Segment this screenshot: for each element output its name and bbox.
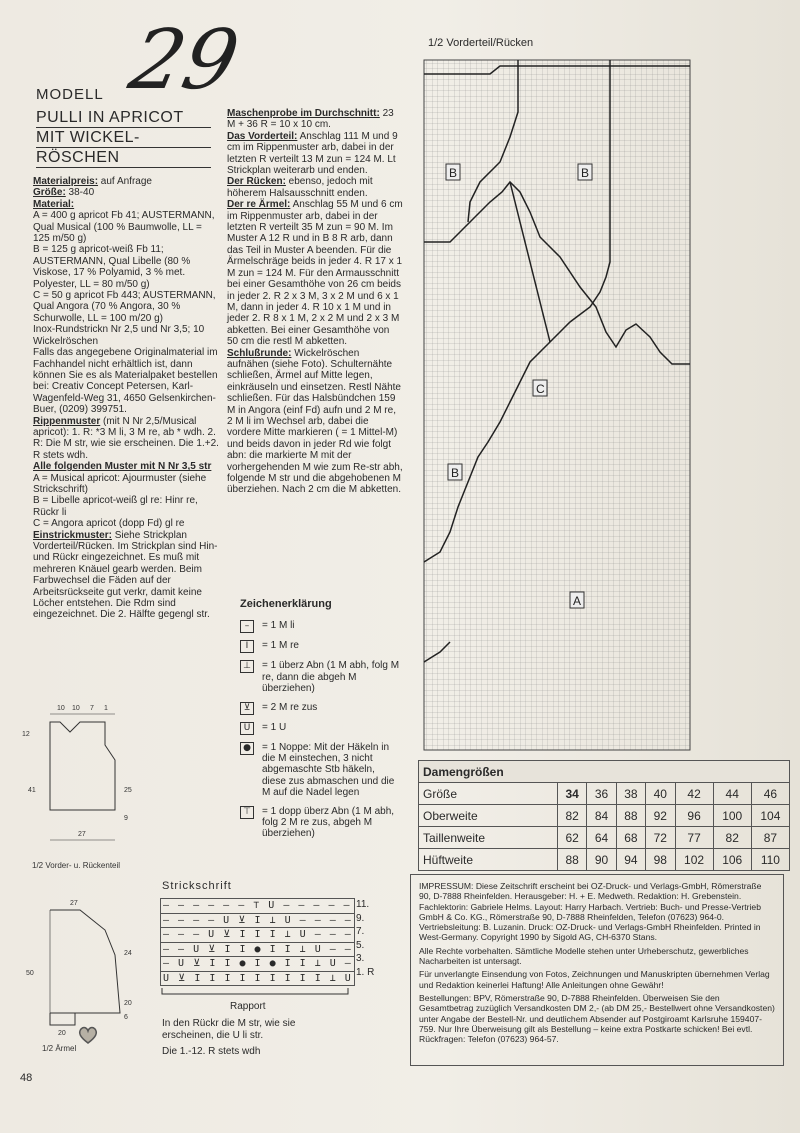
model-number: 29 [122, 13, 247, 108]
paragraph [33, 176, 219, 187]
stitch-symbol-icon: I [240, 640, 254, 653]
strickschrift-grid [160, 898, 355, 986]
impressum-paragraph: IMPRESSUM: Diese Zeitschrift erscheint bei OZ-Druck- und Verlags-GmbH, Römerstraße 90, D-7888 Rheinfelden. Herausgeber: H. + E. Medweth. Redaktion: H. Grebenstein. Fachlektorin: Gabriele Helms. Layout: Harry Harbach. Vertrieb: Buch- und Presse-Vertrieb GmbH & Co. KG., Römerstraße 90, D-7888 Rheinfelden, Telefon (07623) 964-0. Vertriebsleitung: B. Luzanin. Druck: OZ-Druck- und Verlags-GmbH Rheinfelden. Printed in West-Germany. Copyright 1990 by Sigold AG, CH-6370 Stans. [419, 881, 762, 943]
paragraph-text: A = 400 g apricot Fb 41; AUSTERMANN, Qual Musical (100 % Baumwolle, LL = 125 m/50 g) [33, 210, 215, 245]
table-cell: 44 [713, 783, 751, 805]
paragraph [33, 187, 219, 198]
paragraph-text: 38-40 [65, 187, 95, 199]
paragraph-heading: Materialpreis: [33, 176, 99, 187]
paragraph [227, 176, 403, 199]
note-line: In den Rückr die M str, wie sie erscheinen, die U li str. [162, 1018, 296, 1041]
front-schematic-label: 1/2 Vorder- u. Rückenteil [32, 861, 121, 870]
strickschrift-note [162, 1018, 322, 1058]
heart-clip-icon [76, 1024, 100, 1046]
legend-item [240, 742, 400, 799]
table-cell: 98 [646, 849, 675, 871]
impressum-paragraph: Alle Rechte vorbehalten. Sämtliche Modelle stehen unter Urheberschutz, gewerbliches Nacharbeiten ist untersagt. [419, 945, 749, 967]
table-cell: 40 [646, 783, 675, 805]
chart-letter: B [581, 166, 590, 180]
impressum-paragraph: Bestellungen: BPV, Römerstraße 90, D-7888 Rheinfelden. Überweisen Sie den Gesamtbetrag zuzüglich Versandkosten DM 2,- (ab DM 25,- Bestellwert ohne Versandkosten) unter Angabe der Bestell-Nr. und deutlichem Absender auf Postgiroamt Karlsruhe 159407-759. Nur Ihre Überweisung gilt als Bestellung – keine extra Postkarte schicken! Bei evtl. Rückfragen: Telefon (07623) 964-57. [419, 992, 775, 1045]
chart-letter: A [573, 594, 582, 608]
table-cell: 88 [558, 849, 587, 871]
table-row [419, 805, 790, 827]
legend [240, 599, 400, 847]
row-number: 9. [356, 912, 365, 924]
paragraph-heading: Schlußrunde: [227, 347, 292, 359]
paragraph-text: A = Musical apricot: Ajourmuster (siehe Strickschrift) [33, 472, 207, 495]
chart-row: – – – U ⊻ I I I ⊥ U – – – [160, 928, 355, 943]
paragraph [33, 461, 219, 472]
legend-item [240, 620, 400, 633]
dim-label: 24 [124, 950, 132, 957]
chart-label: 1/2 Vorderteil/Rücken [428, 37, 534, 49]
table-cell: 34 [558, 783, 587, 805]
paragraph-heading: Material: [33, 198, 75, 210]
legend-item [240, 806, 400, 840]
chart-row: – – – – U ⊻ I ⊥ U – – – – [160, 914, 355, 929]
dim-label: 10 [57, 705, 65, 712]
stitch-symbol-icon: – [240, 620, 254, 633]
sleeve-schematic-label: 1/2 Ärmel [42, 1044, 77, 1053]
dim-label: 27 [78, 831, 86, 838]
instructions-column-1 [33, 176, 219, 621]
paragraph-text: Inox-Rundstrickn Nr 2,5 und Nr 3,5; 10 Wickelröschen [33, 324, 205, 347]
title-line: PULLI IN APRICOT [36, 108, 211, 128]
paragraph-heading: Das Vorderteil: [227, 130, 298, 142]
paragraph-heading: Einstrickmuster: [33, 529, 112, 541]
paragraph [33, 347, 219, 415]
dim-label: 12 [22, 731, 30, 738]
rapport-label: Rapport [230, 1001, 266, 1012]
chart-letter: C [536, 382, 545, 396]
dim-label: 10 [72, 705, 80, 712]
paragraph [33, 473, 219, 496]
legend-text: = 1 U [262, 721, 287, 733]
row-number: 3. [356, 953, 365, 964]
table-cell: 36 [587, 783, 616, 805]
dim-label: 25 [124, 787, 132, 794]
paragraph-text: Anschlag 111 M und 9 cm im Rippenmuster arb, dabei in der letzten R verteilt 13 M zun = 124 M. Lt Strickplan weiterarb und enden. [227, 130, 398, 177]
table-cell: 96 [675, 805, 713, 827]
table-cell: 84 [587, 805, 616, 827]
legend-title: Zeichenerklärung [240, 598, 332, 610]
paragraph-text: (mit N Nr 2,5/Musical apricot): 1. R: *3 M li, 3 M re, ab * wdh. 2. R: Die M str, wie sie erscheinen. Die 1.+2. R stets wdh. [33, 415, 219, 461]
size-table [418, 760, 790, 871]
paragraph [33, 244, 219, 290]
paragraph-text: Siehe Strickplan Vorderteil/Rücken. Im Strickplan sind Hin- und Rückr eingezeichnet. Es muß mit mehreren Knäuel gearb werden. Beim Farbwechsel die Fäden auf der Arbeitsrückseite gut verkr, damit keine Löcher entstehen. Die Rdm sind eingezeichnet. Die 2. Hälfte gegengl str. [33, 529, 218, 621]
table-cell: 104 [751, 805, 789, 827]
row-label: Oberweite [419, 805, 558, 827]
table-cell: 88 [616, 805, 645, 827]
table-cell: 62 [558, 827, 587, 849]
legend-text: = 1 Noppe: Mit der Häkeln in die M einstechen, 3 nicht abgemaschte Stb häkeln, diese zus abmaschen und die M auf die Nadel legen [262, 741, 395, 799]
legend-item [240, 640, 400, 653]
paragraph-heading: Der re Ärmel: [227, 199, 291, 211]
paragraph [33, 324, 219, 347]
paragraph-text: Falls das angegebene Originalmaterial im Fachhandel nicht erhältlich ist, dann können Sie es als Materialpaket bestellen bei: Creativ Concept Petersen, Karl-Wagenfeld-Weg 31, 4650 Gelsenkirchen-Buer, (0209) 399751. [33, 347, 218, 416]
chart-row: – – U ⊻ I I ● I I ⊥ U – – [160, 943, 355, 958]
paragraph [33, 530, 219, 621]
table-cell: 46 [751, 783, 789, 805]
paragraph-heading: Rippenmuster [33, 415, 101, 427]
dim-label: 20 [58, 1030, 66, 1037]
paragraph-heading: Maschenprobe im Durchschnitt: [227, 108, 380, 119]
table-row [419, 783, 790, 805]
row-number: 7. [356, 926, 365, 937]
paragraph [227, 131, 403, 177]
row-label: Größe [419, 783, 558, 805]
title-line: MIT WICKEL- [36, 128, 211, 148]
paragraph [227, 348, 403, 496]
paragraph-text: ebenso, jedoch mit höherem Halsausschnitt enden. [227, 176, 373, 199]
row-number: 1. R [356, 966, 375, 978]
paragraph [33, 199, 219, 210]
paragraph [227, 199, 403, 347]
legend-text: = 1 M li [262, 620, 295, 632]
legend-item [240, 702, 400, 715]
dim-label: 50 [26, 970, 34, 977]
stitch-symbol-icon: ⊥ [240, 660, 254, 673]
row-label: Taillenweite [419, 827, 558, 849]
knitting-chart [410, 52, 700, 757]
table-cell: 82 [558, 805, 587, 827]
paragraph-text: Wickelröschen aufnähen (siehe Foto). Schulternähte schließen, Ärmel auf Mitte legen, einkräuseln und einsetzen. Restl Nähte schließen. Für das Halsbündchen 159 M in Angora (einf Fd) aufn und 2 M re, 2 M li im Wechsel arb, dabei die vordere Mitte markieren ( = 1 Mittel-M) und beids davon in jeder Rd wie folgt abn: die markierte M mit der vorhergehenden M wie zum Re-str abh, folgende M str und die abgehobenen M überziehen. Nach 2 cm die M abketten. [227, 347, 403, 496]
paragraph [33, 210, 219, 244]
paragraph-text: C = Angora apricot (dopp Fd) gl re [33, 518, 185, 530]
paragraph-text: B = Libelle apricot-weiß gl re: Hinr re, Rückr li [33, 495, 198, 518]
table-cell: 110 [751, 849, 789, 871]
size-table-title: Damengrößen [419, 761, 790, 783]
table-cell: 92 [646, 805, 675, 827]
stitch-symbol-icon: U [240, 722, 254, 735]
strickschrift-row-labels [356, 898, 374, 979]
paragraph-heading: Der Rücken: [227, 176, 286, 188]
title-block [36, 108, 211, 168]
paragraph-text: 23 M + 36 R = 10 x 10 cm. [227, 108, 394, 131]
dim-label: 20 [124, 1000, 132, 1007]
stitch-symbol-icon: ⊤ [240, 806, 254, 819]
rapport-bracket [160, 986, 350, 1000]
table-cell: 87 [751, 827, 789, 849]
front-schematic [20, 700, 150, 890]
paragraph-text: C = 50 g apricot Fb 443; AUSTERMANN, Qual Angora (70 % Angora, 30 % Schurwolle, LL = 100 m/20 g) [33, 290, 216, 324]
table-cell: 64 [587, 827, 616, 849]
chart-row: – U ⊻ I I ● I ● I I ⊥ U – [160, 957, 355, 972]
paragraph [33, 518, 219, 529]
paragraph [33, 290, 219, 324]
paragraph-heading: Alle folgenden Muster mit N Nr 3,5 str [33, 461, 212, 473]
table-row [419, 827, 790, 849]
title-line: RÖSCHEN [36, 148, 211, 168]
model-label: MODELL [36, 86, 104, 103]
legend-text: = 2 M re zus [262, 701, 318, 713]
paragraph-text: auf Anfrage [98, 176, 152, 187]
chart-row: – – – – – – ⊤ U – – – – – [160, 898, 355, 914]
legend-item [240, 722, 400, 735]
page-number: 48 [20, 1072, 33, 1084]
legend-item [240, 660, 400, 694]
table-cell: 42 [675, 783, 713, 805]
strickschrift-title: Strickschrift [162, 880, 232, 892]
table-cell: 72 [646, 827, 675, 849]
dim-label: 6 [124, 1014, 128, 1021]
dim-label: 9 [124, 815, 128, 822]
chart-row: U ⊻ I I I I I I I I I ⊥ U [160, 972, 355, 987]
dim-label: 7 [90, 705, 94, 712]
chart-letter: B [451, 466, 460, 480]
table-cell: 82 [713, 827, 751, 849]
table-row [419, 849, 790, 871]
dim-label: 41 [28, 787, 36, 794]
table-cell: 94 [616, 849, 645, 871]
chart-grid [424, 60, 690, 750]
table-cell: 77 [675, 827, 713, 849]
note-line: Die 1.-12. R stets wdh [162, 1046, 261, 1057]
paragraph [33, 416, 219, 462]
chart-letter: B [449, 166, 458, 180]
legend-text: = 1 M re [262, 640, 299, 652]
legend-text: = 1 überz Abn (1 M abh, folg M re, dann die abgeh M überziehen) [262, 660, 400, 695]
paragraph-text: Anschlag 55 M und 6 cm im Rippenmuster arb, dabei in der letzten R verteilt 35 M zun = 90 M. Im Muster A 12 R und in B 8 R arb, dann das Teil in Muster A beenden. Für die Ärmelschräge beids in jeder 4. R 17 x 1 M zun = 124 M. Für den Armausschnitt bei einer Gesamthöhe von 26 cm beids in jeder 2. R 2 x 3 M, 3 x 2 M und 6 x 1 M, dann in jeder 4. R 10 x 1 M und in jeder 2. R 8 x 1 M, 2 x 2 M und 2 x 3 M abketten. Bei einer Gesamthöhe von 50 cm die restl M abketten. [227, 199, 403, 348]
row-number: 11. [356, 899, 370, 910]
legend-text: = 1 dopp überz Abn (1 M abh, folg 2 M re zus, abgeh M überziehen) [262, 805, 395, 840]
row-number: 5. [356, 939, 365, 951]
table-cell: 90 [587, 849, 616, 871]
paragraph [33, 495, 219, 518]
stitch-symbol-icon: ● [240, 742, 254, 755]
paragraph-heading: Größe: [33, 187, 66, 199]
table-cell: 38 [616, 783, 645, 805]
table-cell: 68 [616, 827, 645, 849]
paragraph [227, 108, 403, 131]
instructions-column-2 [227, 108, 403, 496]
table-cell: 106 [713, 849, 751, 871]
impressum-box [410, 874, 784, 1066]
impressum-paragraph: Für unverlangte Einsendung von Fotos, Zeichnungen und Manuskripten übernehmen Verlag und Redaktion keinerlei Haftung! Alle Anleitungen ohne Gewähr! [419, 969, 770, 990]
table-cell: 102 [675, 849, 713, 871]
dim-label: 1 [104, 705, 108, 712]
table-cell: 100 [713, 805, 751, 827]
stitch-symbol-icon: ⊻ [240, 702, 254, 715]
paragraph-text: B = 125 g apricot-weiß Fb 11; AUSTERMANN, Qual Libelle (80 % Viskose, 17 % Polyamid, 3 % met. Polyester, LL = 80 m/50 g) [33, 244, 191, 290]
row-label: Hüftweite [419, 849, 558, 871]
dim-label: 27 [70, 900, 78, 907]
